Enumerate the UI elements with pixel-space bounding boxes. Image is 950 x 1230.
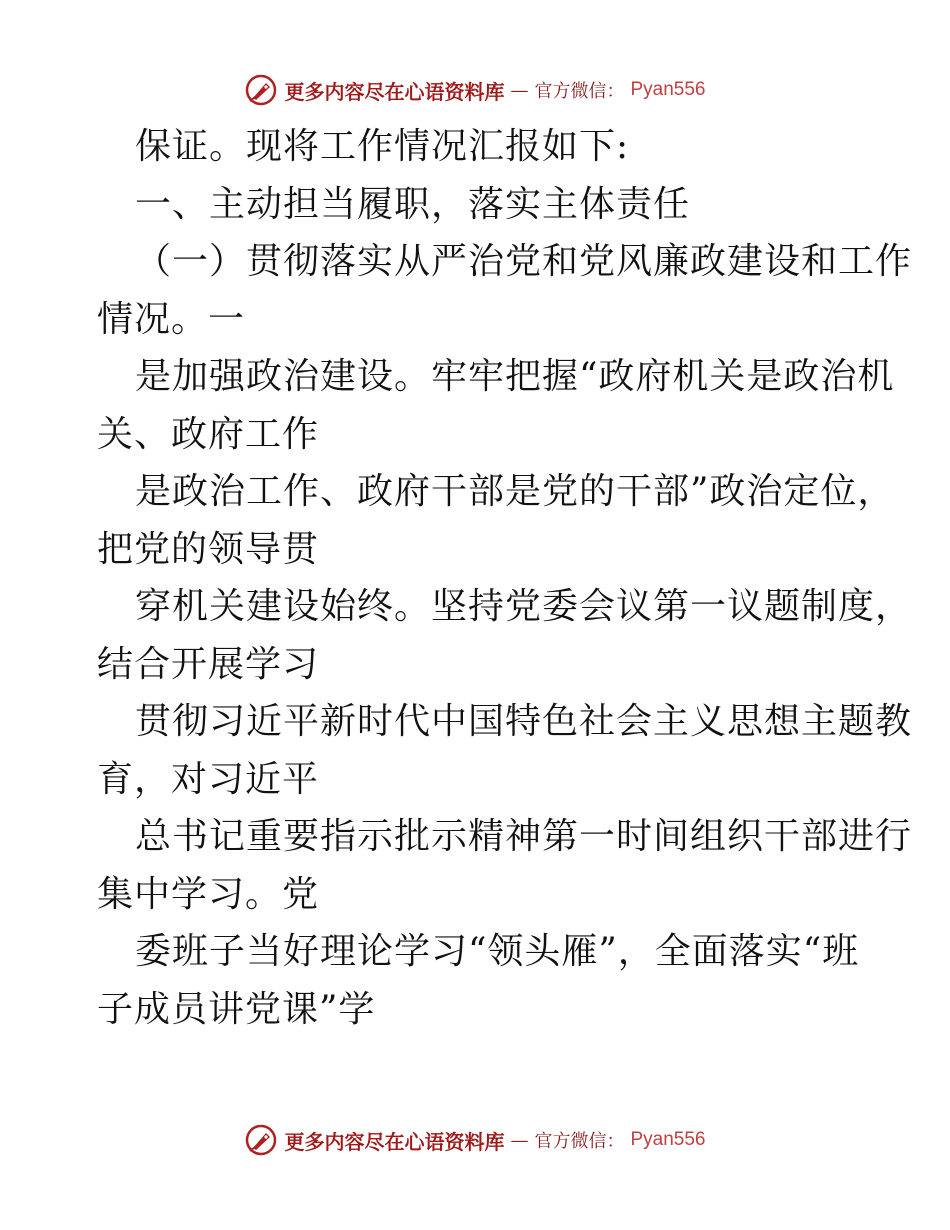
body-line: 贯彻习近平新时代中国特色社会主义思想主题教: [135, 701, 913, 742]
document-body: [97, 118, 913, 1038]
body-line: 结合开展学习: [97, 643, 320, 685]
section-heading: 一、主动担当履职，落实主体责任: [135, 183, 691, 225]
banner-contact-label: 官方微信：: [534, 1131, 625, 1152]
body-line: 委班子当好理论学习“领头雁”，全面落实“班: [135, 931, 860, 972]
body-line: 关、政府工作: [97, 413, 320, 455]
banner-brand-text: 更多内容尽在心语资料库: [284, 79, 505, 104]
body-line: 育，对习近平: [97, 758, 320, 800]
body-line: 情况。一: [97, 298, 246, 340]
pen-nib-logo-icon: [244, 73, 278, 107]
body-line: 是政治工作、政府干部是党的干部”政治定位，: [135, 471, 895, 512]
banner-separator: —: [510, 79, 529, 101]
pen-nib-logo-icon: [244, 1123, 278, 1157]
banner-separator: —: [510, 1129, 529, 1151]
banner-brand-text: 更多内容尽在心语资料库: [284, 1129, 505, 1154]
body-line: 穿机关建设始终。坚持党委会议第一议题制度，: [135, 586, 913, 627]
body-line: 保证。现将工作情况汇报如下:: [135, 126, 630, 167]
body-line: 把党的领导贯: [97, 528, 320, 570]
body-line: 集中学习。党: [97, 873, 320, 915]
body-line: 总书记重要指示批示精神第一时间组织干部进行: [135, 816, 913, 857]
banner-contact-label: 官方微信：: [534, 81, 625, 102]
header-watermark-banner: [0, 70, 950, 110]
body-line: 子成员讲党课”学: [97, 988, 376, 1030]
body-line: 是加强政治建设。牢牢把握“政府机关是政治机: [135, 356, 895, 397]
banner-contact-id: Pyan556: [630, 1129, 706, 1150]
banner-contact-id: Pyan556: [630, 79, 706, 100]
subsection-heading: （一）贯彻落实从严治党和党风廉政建设和工作: [135, 241, 913, 282]
footer-watermark-banner: [0, 1120, 950, 1160]
